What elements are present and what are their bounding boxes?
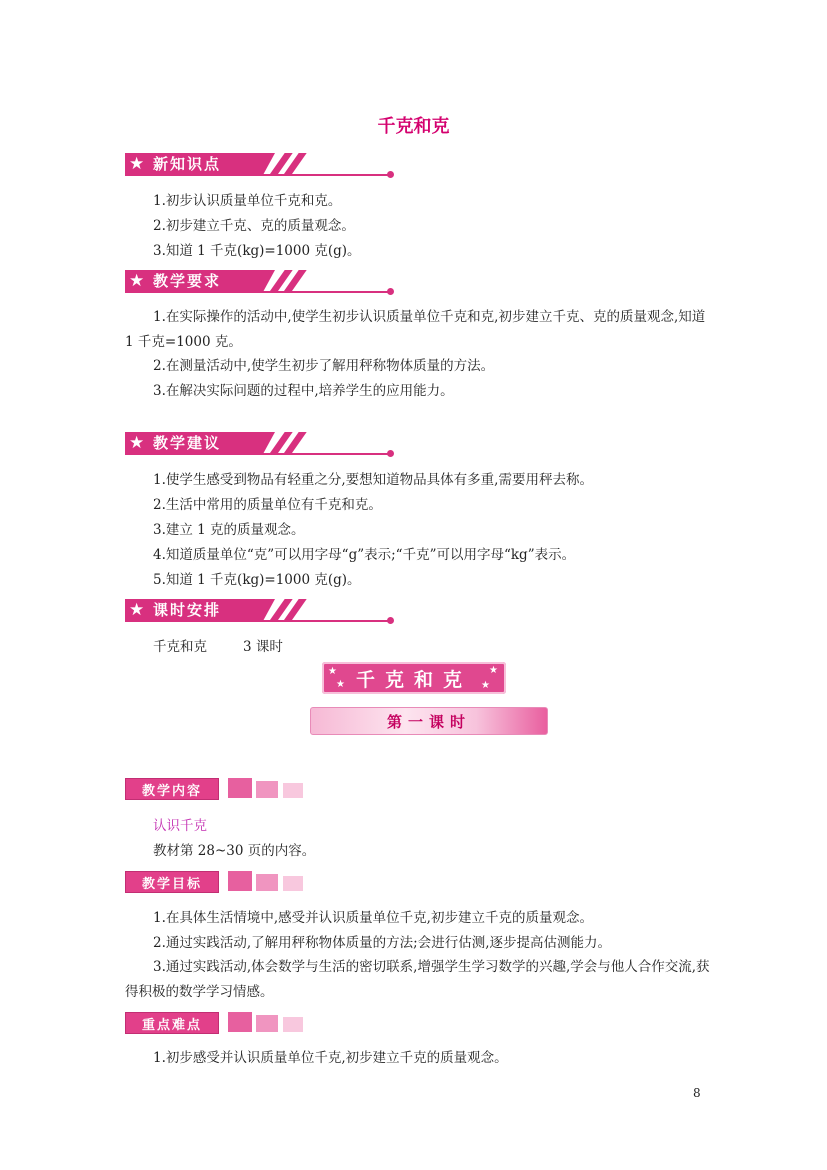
requirement-item: 2.在测量活动中,使学生初步了解用秤称物体质量的方法。 [153, 358, 495, 374]
suggestion-item: 3.建立 1 克的质量观念。 [153, 522, 305, 538]
lesson-banner-title: 第一课时 [386, 713, 471, 731]
knowledge-item: 2.初步建立千克、克的质量观念。 [153, 218, 355, 234]
subheader-goals: 教学目标 [125, 871, 310, 893]
star-icon: ★ [481, 680, 490, 691]
goal-item: 2.通过实践活动,了解用秤称物体质量的方法;会进行估测,逐步提高估测能力。 [153, 935, 612, 951]
schedule-hours: 3 课时 [243, 639, 283, 655]
subheader-keypoints: 重点难点 [125, 1012, 310, 1034]
star-icon: ★ [336, 679, 345, 690]
subheader-content: 教学内容 [125, 778, 310, 800]
knowledge-item: 1.初步认识质量单位千克和克。 [153, 193, 342, 209]
requirement-item: 3.在解决实际问题的过程中,培养学生的应用能力。 [153, 383, 454, 399]
page-number: 8 [693, 1086, 701, 1100]
suggestion-item: 1.使学生感受到物品有轻重之分,要想知道物品具体有多重,需要用秤去称。 [153, 472, 593, 488]
suggestion-item: 4.知道质量单位“克”可以用字母“g”表示;“千克”可以用字母“kg”表示。 [153, 547, 576, 563]
lesson-banner [310, 707, 548, 735]
unit-banner-title: 千克和克 [355, 669, 472, 691]
star-icon: ★ [489, 665, 498, 676]
star-icon: ★ [328, 666, 337, 677]
suggestion-item: 5.知道 1 千克(kg)=1000 克(g)。 [153, 572, 361, 588]
section-header-suggestions: ★ 教学建议 [125, 432, 395, 454]
star-icon: ★ [129, 600, 145, 620]
page-title: 千克和克 [377, 116, 450, 137]
star-icon: ★ [129, 433, 145, 453]
requirement-item: 1.在实际操作的活动中,使学生初步认识质量单位千克和克,初步建立千克、克的质量观念,知道 1 千克=1000 克。 [125, 309, 706, 350]
content-text: 教材第 28~30 页的内容。 [153, 843, 316, 859]
section-header-knowledge: ★ 新知识点 [125, 153, 395, 175]
section-header-requirements: ★ 教学要求 [125, 270, 395, 292]
knowledge-item: 3.知道 1 千克(kg)=1000 克(g)。 [153, 243, 361, 259]
content-topic: 认识千克 [153, 818, 207, 834]
schedule-topic: 千克和克 [153, 639, 207, 655]
goal-item: 3.通过实践活动,体会数学与生活的密切联系,增强学生学习数学的兴趣,学会与他人合作交流,获得积极的数学学习情感。 [125, 959, 710, 1000]
goal-item: 1.在具体生活情境中,感受并认识质量单位千克,初步建立千克的质量观念。 [153, 910, 593, 926]
unit-banner [322, 662, 506, 694]
suggestion-item: 2.生活中常用的质量单位有千克和克。 [153, 497, 382, 513]
keypoint-item: 1.初步感受并认识质量单位千克,初步建立千克的质量观念。 [153, 1050, 508, 1066]
star-icon: ★ [129, 271, 145, 291]
section-header-schedule: ★ 课时安排 [125, 599, 395, 621]
star-icon: ★ [129, 154, 145, 174]
